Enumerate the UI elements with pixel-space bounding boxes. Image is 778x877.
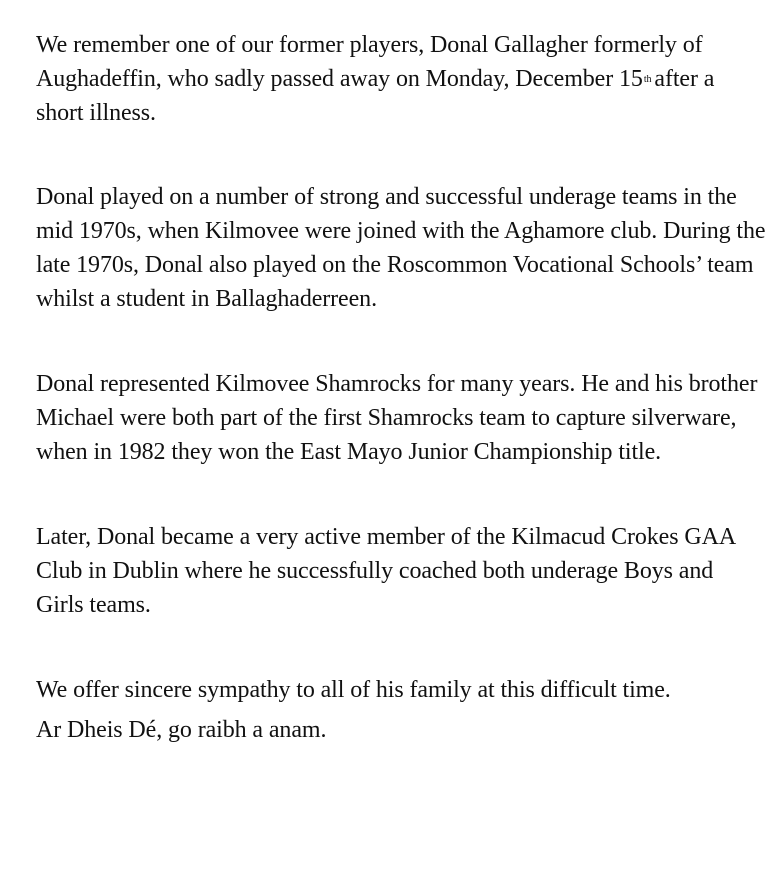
announcement-text-end: after a short illness.	[36, 66, 715, 126]
announcement-text: We remember one of our former players, Donal Gallagher formerly of Aughadeffin, who sadly passed away on Monday, December 15	[36, 32, 703, 92]
obituary-document	[36, 28, 766, 747]
paragraph-shamrocks: Donal represented Kilmovee Shamrocks for many years. He and his brother Michael were both part of the first Shamrocks team to capture silverware, when in 1982 they won the East Mayo Junior Championship title.	[36, 371, 758, 465]
paragraph-sympathy: We offer sincere sympathy to all of his family at this difficult time.	[36, 677, 671, 703]
ordinal-suffix: th	[643, 74, 652, 85]
paragraph-announcement	[36, 28, 766, 130]
paragraph-kilmacud-crokes: Later, Donal became a very active member of the Kilmacud Crokes GAA Club in Dublin where he successfully coached both underage Boys and Girls teams.	[36, 524, 735, 618]
paragraph-underage-career: Donal played on a number of strong and successful underage teams in the mid 1970s, when Kilmovee were joined with the Aghamore club. During the late 1970s, Donal also played on the Roscommon Vocational Schools’ team whilst a student in Ballaghaderreen.	[36, 184, 766, 312]
paragraph-blessing: Ar Dheis Dé, go raibh a anam.	[36, 717, 327, 743]
